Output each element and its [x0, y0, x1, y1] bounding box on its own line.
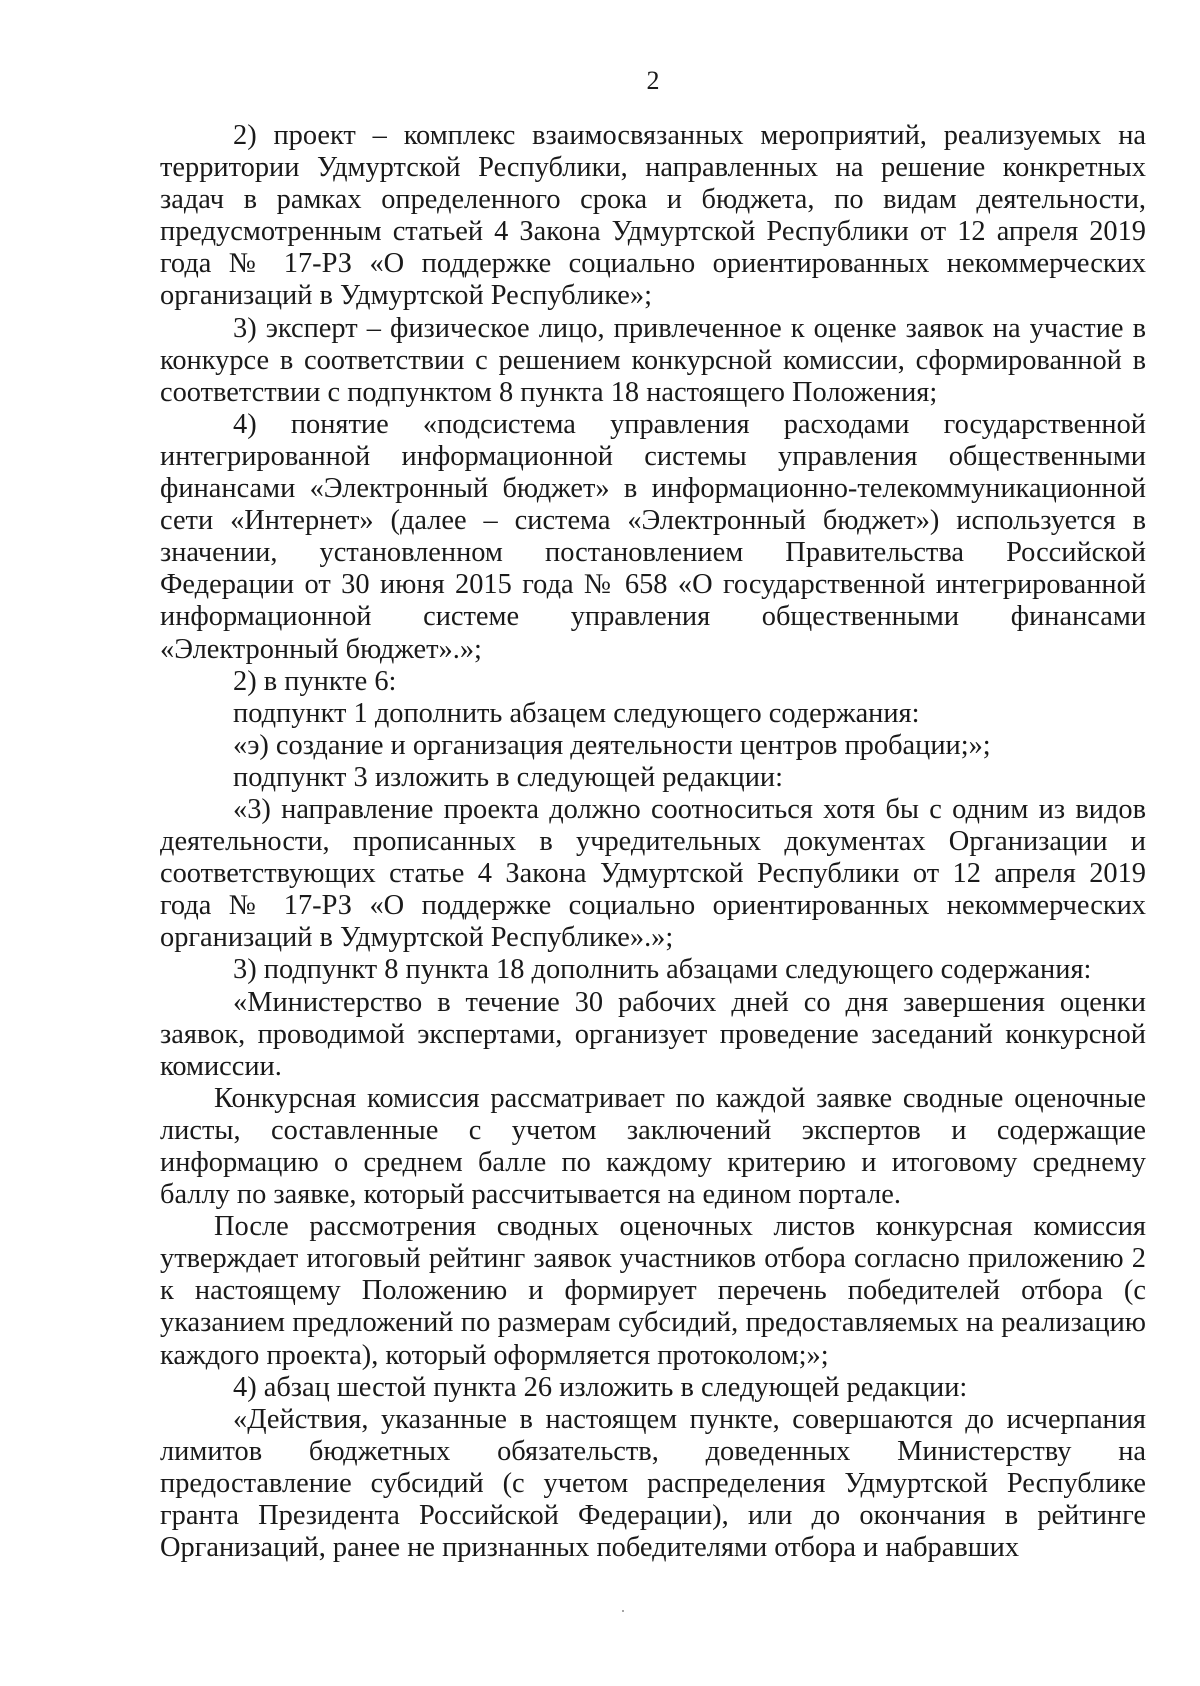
- paragraph-electronic-budget-definition: 4) понятие «подсистема управления расходами государственной интегрированной информационной системы управления общественными финансами «Электронный бюджет» в информационно-телекоммуникационной сети «Интернет» (далее – система «Электронный бюджет») используется в значении, установленном постановлением Правительства Российской Федерации от 30 июня 2015 года № 658 «О государственной интегрированной информационной системе управления общественными финансами «Электронный бюджет».»;: [160, 408, 1146, 665]
- paragraph-subclause-8-intro: 3) подпункт 8 пункта 18 дополнить абзацами следующего содержания:: [233, 954, 1092, 986]
- paragraph-subclause-1-addition: подпункт 1 дополнить абзацем следующего содержания:: [233, 697, 920, 729]
- paragraph-clause-26-intro: 4) абзац шестой пункта 26 изложить в следующей редакции:: [233, 1371, 968, 1403]
- paragraph-ministry-meetings: «Министерство в течение 30 рабочих дней со дня завершения оценки заявок, проводимой экспертами, организует проведение заседаний конкурсной комиссии.: [160, 986, 1146, 1082]
- paragraph-subclause-3-intro: подпункт 3 изложить в следующей редакции:: [233, 761, 783, 793]
- paragraph-actions-limits: «Действия, указанные в настоящем пункте, совершаются до исчерпания лимитов бюджетных обязательств, доведенных Министерству на предоставление субсидий (с учетом распределения Удмуртской Республике гранта Президента Российской Федерации), или до окончания в рейтинге Организаций, ранее не признанных победителями отбора и набравших: [160, 1403, 1146, 1564]
- paragraph-final-rating: После рассмотрения сводных оценочных листов конкурсная комиссия утверждает итоговый рейтинг заявок участников отбора согласно приложению 2 к настоящему Положению и формирует перечень победителей отбора (с указанием предложений по размерам субсидий, предоставляемых на реализацию каждого проекта), который оформляется протоколом;»;: [160, 1211, 1146, 1371]
- paragraph-project-direction: «3) направление проекта должно соотноситься хотя бы с одним из видов деятельности, прописанных в учредительных документах Организации и соответствующих статье 4 Закона Удмуртской Республики от 12 апреля 2019 года № 17-РЗ «О поддержке социально ориентированных некоммерческих организаций в Удмуртской Республике».»;: [160, 793, 1146, 954]
- paragraph-probation-centers: «э) создание и организация деятельности центров пробации;»;: [233, 729, 991, 761]
- paragraph-clause-6-intro: 2) в пункте 6:: [233, 665, 397, 697]
- paragraph-project-definition: 2) проект – комплекс взаимосвязанных мероприятий, реализуемых на территории Удмуртской Республики, направленных на решение конкретных задач в рамках определенного срока и бюджета, по видам деятельности, предусмотренным статьей 4 Закона Удмуртской Республики от 12 апреля 2019 года № 17-РЗ «О поддержке социально ориентированных некоммерческих организаций в Удмуртской Республике»;: [160, 120, 1146, 312]
- page-number: 2: [646, 66, 660, 95]
- scan-artifact: [622, 1610, 624, 1612]
- document-body: [160, 120, 1146, 1564]
- paragraph-expert-definition: 3) эксперт – физическое лицо, привлеченное к оценке заявок на участие в конкурсе в соответствии с решением конкурсной комиссии, сформированной в соответствии с подпунктом 8 пункта 18 настоящего Положения;: [160, 312, 1146, 408]
- paragraph-commission-review: Конкурсная комиссия рассматривает по каждой заявке сводные оценочные листы, составленные с учетом заключений экспертов и содержащие информацию о среднем балле по каждому критерию и итоговому среднему баллу по заявке, который рассчитывается на едином портале.: [160, 1082, 1146, 1211]
